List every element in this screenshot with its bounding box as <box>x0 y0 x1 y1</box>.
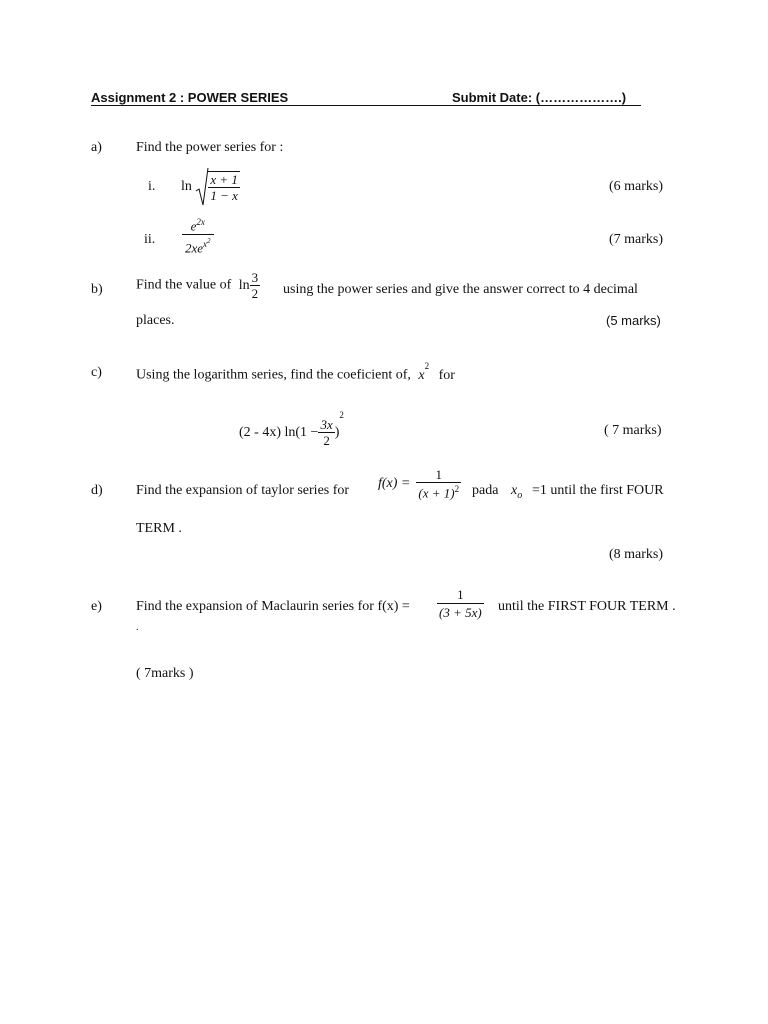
question-c-expression: (2 - 4x) ln(1 − $\frac{3x}{2}$ )$^2$ <box>239 410 344 449</box>
fraction-1-over-x-plus-1-squared: $\frac{1}{(x + 1)^2}$ <box>418 467 460 501</box>
question-d-text3: =1 until the first FOUR <box>532 483 664 498</box>
question-b-label: b) <box>91 282 103 297</box>
fraction-denominator: 1 − x <box>210 188 238 203</box>
question-e-label: e) <box>91 599 102 614</box>
question-d-marks: (8 marks) <box>609 547 664 562</box>
question-c-marks: ( 7 marks) <box>604 423 662 438</box>
question-a-label: a) <box>91 140 102 155</box>
question-b-text2: using the power series and give the answer correct to 4 decimal <box>283 282 638 297</box>
question-b-text3: places. <box>136 313 175 328</box>
question-d-x0: $x_o$ <box>511 483 523 501</box>
fraction-3x-over-2: $\frac{3x}{2}$ <box>320 417 333 449</box>
question-a-ii-label: ii. <box>144 232 156 247</box>
fraction-numerator: x + 1 <box>210 172 238 187</box>
question-b-line1: Find the value of ln $\frac{3}{2}$ <box>136 270 259 301</box>
question-e-text2: until the FIRST FOUR TERM . <box>498 599 676 614</box>
question-a-i-marks: (6 marks) <box>609 179 664 194</box>
question-a-text: Find the power series for : <box>136 140 284 155</box>
question-a-ii-marks: (7 marks) <box>609 232 664 247</box>
sqrt-icon <box>195 167 209 207</box>
sqrt-fraction <box>208 171 240 203</box>
question-e-dot: . <box>136 622 139 633</box>
question-e-marks: ( 7marks ) <box>136 666 194 681</box>
question-a-i-label: i. <box>148 179 156 194</box>
question-d-text1: Find the expansion of taylor series for <box>136 483 350 498</box>
fraction-1-over-3-plus-5x: $\frac{1}{(3 + 5x)}$ <box>439 587 482 620</box>
question-e-text1: Find the expansion of Maclaurin series for f(x) = <box>136 599 410 614</box>
header-underline <box>91 105 641 106</box>
ln-function: ln <box>181 179 192 194</box>
question-e-fraction <box>437 586 484 621</box>
fraction-denominator: $2xe^{x^2}$ <box>185 237 211 256</box>
variable-x: x <box>418 367 425 383</box>
fraction-three-halves: $\frac{3}{2}$ <box>251 270 259 301</box>
assignment-title: Assignment 2 : POWER SERIES <box>91 90 289 105</box>
question-b-marks: (5 marks) <box>606 313 661 328</box>
submit-date: Submit Date: (……………….) <box>452 90 627 105</box>
question-d-text2: pada <box>472 483 499 498</box>
exp-fraction <box>182 216 214 258</box>
question-d-label: d) <box>91 483 103 498</box>
question-c-label: c) <box>91 365 102 380</box>
fraction-numerator: $e^{2x}$ <box>182 216 214 235</box>
ln-function: ln <box>238 277 250 293</box>
question-d-function: f(x) = $\frac{1}{(x + 1)^2}$ <box>378 467 460 501</box>
question-a-ii-expression <box>182 216 214 258</box>
question-c-line1: Using the logarithm series, find the coeficient of, $x^2$ for <box>136 361 455 383</box>
question-a-i-expression <box>181 167 240 207</box>
question-d-text4: TERM . <box>136 521 182 536</box>
